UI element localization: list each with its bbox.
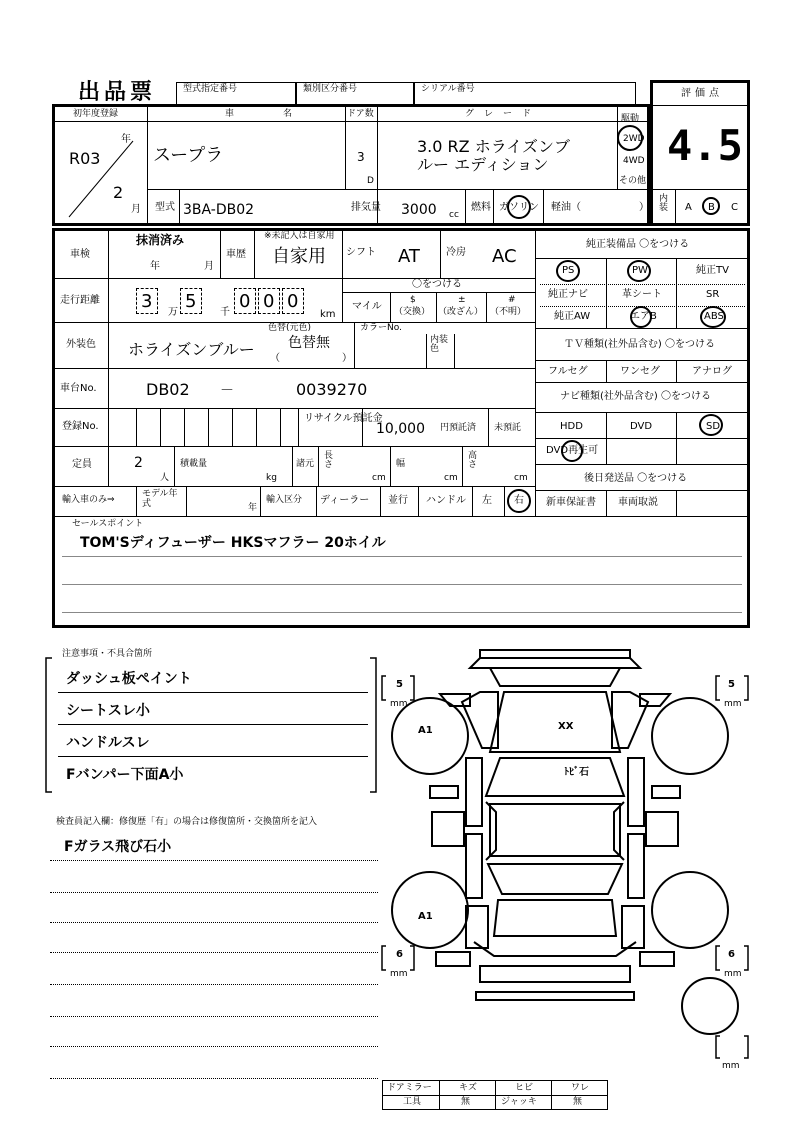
legend-header-1: ドアミラー bbox=[387, 1083, 432, 1093]
exterior-value: ホライズンブルー bbox=[128, 340, 255, 359]
fuel-diesel: 軽油（ bbox=[551, 202, 581, 213]
note-item-4: Fバンパー下面A小 bbox=[66, 767, 184, 783]
tv-fullseg: フルセグ bbox=[548, 366, 588, 377]
recycle-label: リサイクル預託金 bbox=[304, 413, 383, 424]
chassis-prefix: DB02 bbox=[146, 380, 190, 399]
handle-right: 右 bbox=[514, 495, 524, 506]
navi-hdd: HDD bbox=[560, 421, 583, 432]
tread-rear-right-unit: mm bbox=[724, 969, 742, 979]
equip-abs: ABS bbox=[704, 311, 724, 322]
score-label: 評価点 bbox=[681, 88, 723, 99]
mileage-digit-3 bbox=[234, 288, 256, 314]
repaint-value: 色替無 bbox=[288, 335, 330, 351]
meter-altered: （改ざん） bbox=[438, 307, 484, 317]
interior-grade-label: 内装 bbox=[659, 194, 669, 213]
navi-dvd-play: DVD再生可 bbox=[546, 445, 599, 456]
dims-label: 諸元 bbox=[296, 459, 315, 469]
equip-aw: 純正AW bbox=[554, 311, 591, 322]
legend-value-1: 工具 bbox=[403, 1097, 422, 1107]
recycle-paid: 円預託済 bbox=[440, 423, 477, 433]
inspection-month-unit: 月 bbox=[204, 261, 214, 272]
month-unit: 月 bbox=[131, 204, 141, 215]
drive-other: その他 bbox=[619, 176, 647, 186]
mileage-km: km bbox=[320, 309, 336, 320]
fuel-gas-circle bbox=[507, 195, 531, 219]
legend-value-4: 無 bbox=[573, 1097, 583, 1107]
tv-oneseg: ワンセグ bbox=[620, 366, 660, 377]
note-item-1: ダッシュ板ペイント bbox=[66, 671, 192, 687]
class-label: 類別区分番号 bbox=[303, 84, 358, 94]
serial-box bbox=[414, 82, 636, 106]
repaint-paren-close: ） bbox=[342, 353, 352, 364]
handle-right-circle bbox=[507, 489, 531, 513]
car-name: スープラ bbox=[153, 145, 224, 166]
displacement-unit: cc bbox=[449, 210, 459, 220]
width-unit: cm bbox=[444, 473, 458, 483]
equip-ps: PS bbox=[562, 265, 575, 276]
history-label: 車歴 bbox=[226, 249, 246, 260]
equip-airbag-circle bbox=[630, 306, 652, 328]
drive-2wd: 2WD bbox=[623, 134, 645, 144]
doors-label: ドア数 bbox=[347, 109, 374, 119]
date-slash bbox=[65, 139, 135, 219]
later-warranty: 新車保証書 bbox=[546, 497, 596, 508]
meter-unknown-sym: # bbox=[508, 295, 516, 305]
equip-pw-circle bbox=[627, 260, 651, 282]
grade-line1: 3.0 RZ ホライズンブ bbox=[417, 137, 571, 156]
tread-rear-right: 6 bbox=[728, 949, 735, 960]
meter-exchange-sym: $ bbox=[410, 295, 416, 305]
recycle-value: 10,000 bbox=[376, 421, 425, 437]
model-year-label: モデル年式 bbox=[142, 489, 178, 509]
later-title: 後日発送品 〇をつける bbox=[584, 473, 688, 484]
interior-b-circle bbox=[702, 197, 720, 215]
equip-airbag: エアB bbox=[630, 311, 657, 322]
model-year-unit: 年 bbox=[248, 503, 258, 513]
length-unit: cm bbox=[372, 473, 386, 483]
model-label: 型式 bbox=[155, 202, 175, 213]
sales-label: セールスポイント bbox=[72, 519, 144, 529]
navi-dvd-play-circle bbox=[561, 440, 583, 462]
car-name-label: 車 名 bbox=[225, 109, 313, 119]
serial-label: シリアル番号 bbox=[421, 84, 475, 94]
tv-analog: アナログ bbox=[692, 366, 732, 377]
score-value: 4.5 bbox=[667, 121, 743, 170]
mileage-man: 万 bbox=[168, 307, 178, 318]
first-reg-month: 2 bbox=[113, 183, 124, 202]
fuel-close: ） bbox=[639, 202, 649, 213]
car-block bbox=[52, 104, 650, 226]
height-label: 高さ bbox=[468, 451, 478, 470]
legend-table bbox=[382, 1080, 608, 1110]
equip-tv: 純正TV bbox=[696, 265, 729, 276]
sales-text: TOM'Sディフューザー HKSマフラー 20ホイル bbox=[80, 535, 386, 551]
drive-4wd: 4WD bbox=[623, 156, 645, 166]
doors-value: 3 bbox=[357, 150, 365, 164]
mark-rear-left-wheel: A1 bbox=[418, 911, 433, 922]
inspector-item-1: Fガラス飛び石小 bbox=[64, 839, 172, 855]
inspector-label: 検査員記入欄：修復歴「有」の場合は修復箇所・交換箇所を記入 bbox=[56, 817, 318, 827]
dealer-option: ディーラー bbox=[320, 495, 370, 506]
equip-ps-circle bbox=[556, 260, 580, 282]
navi-sd-circle bbox=[699, 414, 723, 436]
history-note: ※未記入は自家用 bbox=[264, 231, 335, 241]
repaint-paren-open: （ bbox=[270, 353, 280, 364]
note-item-3: ハンドルスレ bbox=[66, 735, 150, 751]
score-box bbox=[650, 80, 750, 226]
shift-label: シフト bbox=[346, 247, 376, 258]
genuine-title: 純正装備品 〇をつける bbox=[586, 239, 690, 250]
model-cert-box bbox=[176, 82, 296, 106]
year-unit: 年 bbox=[121, 134, 131, 145]
navi-sd: SD bbox=[706, 421, 721, 432]
legend-header-2: キズ bbox=[459, 1083, 477, 1093]
tread-front-right-unit: mm bbox=[724, 699, 742, 709]
equip-pw: PW bbox=[632, 265, 648, 276]
mileage-digit-1-value: 3 bbox=[141, 291, 153, 312]
interior-color-label: 内装色 bbox=[430, 335, 449, 354]
tread-front-left-unit: mm bbox=[390, 699, 408, 709]
inspection-label: 車検 bbox=[70, 249, 90, 260]
reg-label: 登録No. bbox=[62, 421, 99, 432]
recycle-unpaid: 未預託 bbox=[494, 423, 522, 433]
mileage-digit-2-value: 5 bbox=[185, 291, 197, 312]
later-manual: 車両取説 bbox=[618, 497, 658, 508]
legend-header-3: ヒビ bbox=[515, 1083, 534, 1093]
grade-label: グレード bbox=[465, 109, 542, 119]
mileage-digit-2 bbox=[180, 288, 202, 314]
meter-altered-sym: ± bbox=[458, 295, 466, 305]
equip-leather: 革シート bbox=[622, 289, 662, 300]
capacity-unit: 人 bbox=[160, 473, 170, 483]
note-item-2: シートスレ小 bbox=[66, 703, 150, 719]
doors-suffix: D bbox=[367, 176, 374, 186]
model-cert-label: 型式指定番号 bbox=[183, 84, 238, 94]
interior-a: A bbox=[685, 202, 692, 213]
drive-2wd-circle bbox=[617, 125, 643, 151]
height-unit: cm bbox=[514, 473, 528, 483]
equip-abs-circle bbox=[700, 306, 726, 328]
exterior-label: 外装色 bbox=[66, 339, 96, 350]
mileage-digit-5-value: 0 bbox=[287, 291, 299, 312]
navi-title: ナビ種類(社外品含む) 〇をつける bbox=[560, 391, 711, 402]
chassis-label: 車台No. bbox=[60, 383, 97, 394]
fuel-gas: ガソリン bbox=[499, 202, 539, 213]
tread-front-right: 5 bbox=[728, 679, 735, 690]
notes-label: 注意事項・不具合箇所 bbox=[62, 649, 153, 659]
displacement-value: 3000 bbox=[401, 202, 437, 218]
equip-sr: SR bbox=[706, 289, 720, 300]
history-value: 自家用 bbox=[272, 246, 326, 267]
legend-value-2: 無 bbox=[461, 1097, 471, 1107]
model-value: 3BA-DB02 bbox=[183, 202, 255, 218]
mileage-label: 走行距離 bbox=[60, 295, 100, 306]
inspection-value: 抹消済み bbox=[136, 233, 185, 247]
tread-rear-left: 6 bbox=[396, 949, 403, 960]
meter-mile: マイル bbox=[352, 301, 382, 312]
fuel-label: 燃料 bbox=[471, 202, 491, 213]
car-diagram bbox=[370, 636, 760, 1076]
handle-left: 左 bbox=[482, 495, 492, 506]
interior-c: C bbox=[731, 202, 738, 213]
length-label: 長さ bbox=[324, 451, 334, 470]
capacity-label: 定員 bbox=[72, 459, 92, 470]
chassis-dash: － bbox=[220, 383, 234, 399]
tv-title: ＴＶ種類(社外品含む) 〇をつける bbox=[564, 339, 715, 350]
mileage-digit-5 bbox=[282, 288, 304, 314]
mileage-digit-4-value: 0 bbox=[263, 291, 275, 312]
ac-label: 冷房 bbox=[446, 247, 466, 258]
ac-value: AC bbox=[492, 246, 517, 267]
chassis-number: 0039270 bbox=[296, 380, 368, 399]
inspection-year-unit: 年 bbox=[150, 261, 160, 272]
load-label: 積載量 bbox=[180, 459, 208, 469]
shift-value: AT bbox=[398, 246, 420, 267]
displacement-label: 排気量 bbox=[351, 202, 381, 213]
drive-label: 駆動 bbox=[621, 114, 640, 124]
class-box bbox=[296, 82, 414, 106]
import-type-label: 輸入区分 bbox=[266, 495, 303, 505]
first-reg-label: 初年度登録 bbox=[73, 109, 119, 119]
mark-hood: XX bbox=[558, 721, 574, 732]
mileage-digit-4 bbox=[258, 288, 280, 314]
repaint-label: 色替(元色) bbox=[268, 323, 312, 333]
meter-unknown: （不明） bbox=[490, 307, 527, 317]
width-label: 幅 bbox=[396, 459, 406, 469]
legend-header-4: ワレ bbox=[571, 1083, 590, 1093]
mark-windshield: ﾄﾋﾞ石 bbox=[564, 767, 589, 778]
load-unit: kg bbox=[266, 473, 277, 483]
mileage-sen: 千 bbox=[220, 307, 230, 318]
meter-exchange: （交換） bbox=[394, 307, 431, 317]
handle-label: ハンドル bbox=[426, 495, 466, 506]
interior-b: B bbox=[708, 202, 715, 213]
mileage-digit-1 bbox=[136, 288, 158, 314]
tread-spare-bracket bbox=[714, 1034, 750, 1062]
navi-dvd: DVD bbox=[630, 421, 653, 432]
tread-rear-left-unit: mm bbox=[390, 969, 408, 979]
import-label: 輸入車のみ⇒ bbox=[62, 495, 115, 505]
meter-note: 〇をつける bbox=[412, 279, 462, 290]
page-title: 出品票 bbox=[78, 80, 157, 105]
capacity-value: 2 bbox=[134, 455, 143, 471]
tread-front-left: 5 bbox=[396, 679, 403, 690]
parallel-option: 並行 bbox=[388, 495, 408, 506]
grade-line2: ルー エディション bbox=[417, 155, 549, 174]
first-reg-year: R03 bbox=[69, 149, 101, 168]
equip-navi: 純正ナビ bbox=[548, 289, 588, 300]
legend-value-3: ジャッキ bbox=[501, 1097, 537, 1107]
tread-spare-unit: mm bbox=[722, 1061, 740, 1071]
color-no-label: カラーNo. bbox=[360, 323, 402, 333]
mileage-digit-3-value: 0 bbox=[239, 291, 251, 312]
mark-front-left-wheel: A1 bbox=[418, 725, 433, 736]
